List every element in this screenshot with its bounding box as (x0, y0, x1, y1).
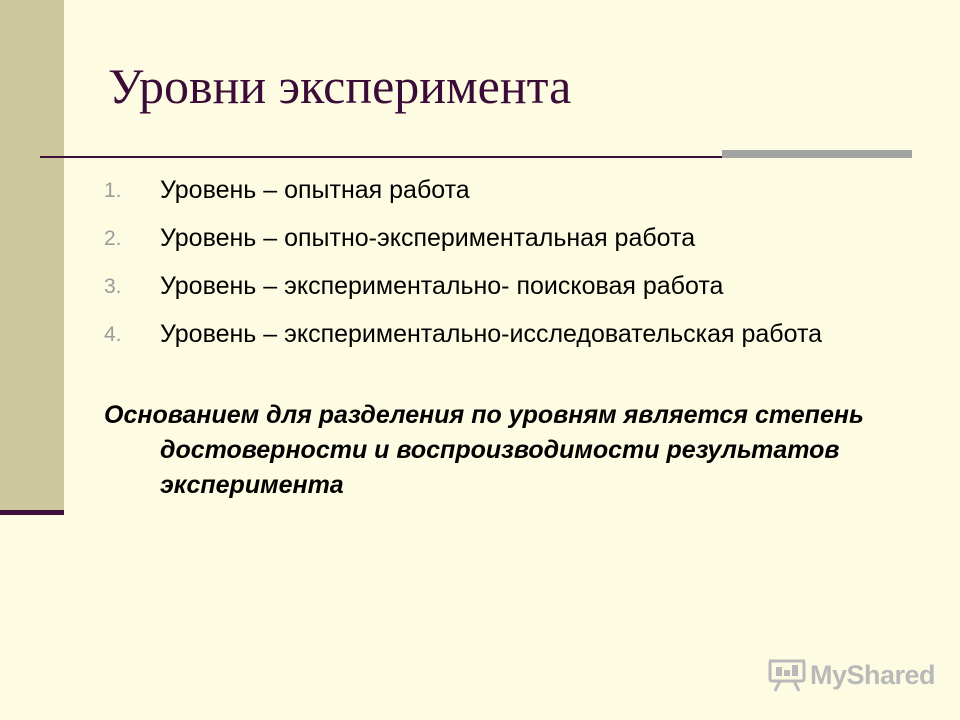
decorative-side-bar (0, 0, 64, 512)
list-item-text: Уровень – опытная работа (160, 176, 470, 204)
presentation-board-icon (768, 658, 806, 692)
title-divider-accent (722, 150, 912, 158)
list-item (104, 270, 924, 303)
list-item (104, 318, 924, 351)
list-item-number: 2. (104, 227, 122, 250)
list-item (104, 174, 924, 207)
list-item-number: 1. (104, 179, 122, 202)
side-bar-accent-line (0, 510, 64, 515)
list-item-text: Уровень – экспериментально- поисковая работа (160, 272, 724, 300)
list-item (104, 222, 924, 255)
list-item-text: Уровень – опытно-экспериментальная работа (160, 224, 696, 252)
watermark-logo (768, 657, 935, 693)
list-item-number: 4. (104, 323, 122, 346)
list-item-text: Уровень – экспериментально-исследовательская работа (160, 320, 823, 348)
levels-list (104, 174, 924, 366)
slide-title: Уровни эксперимента (108, 58, 572, 114)
conclusion-note: Основанием для разделения по уровням является степень достоверности и воспроизводимости результатов эксперимента (104, 401, 864, 499)
list-item-number: 3. (104, 275, 122, 298)
watermark-text: MyShared (810, 659, 936, 690)
